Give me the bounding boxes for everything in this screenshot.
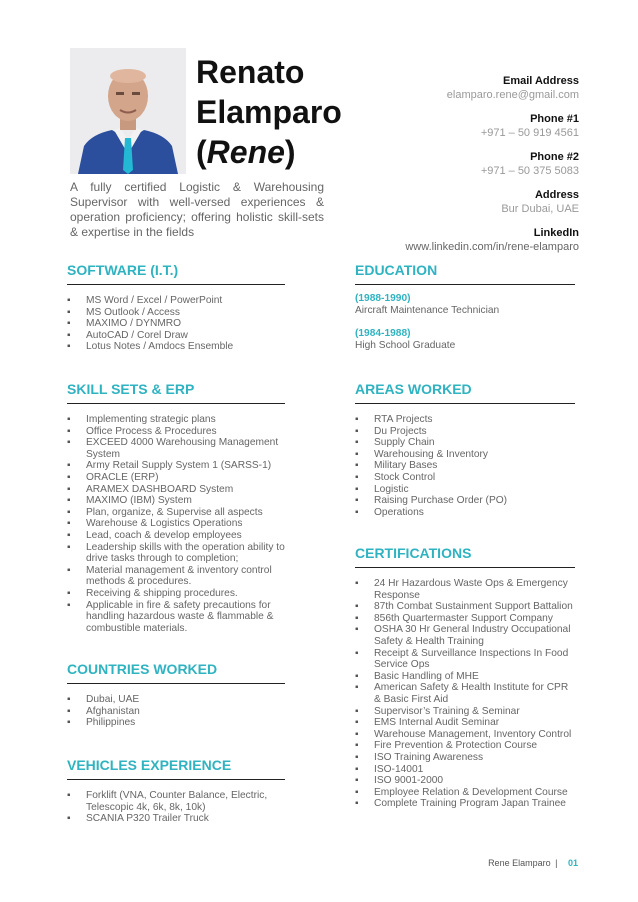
section-title-certifications: CERTIFICATIONS xyxy=(355,545,575,568)
list-item: ▪ ARAMEX DASHBOARD System xyxy=(67,484,285,496)
nickname-text: Rene xyxy=(206,134,285,170)
education-title: High School Graduate xyxy=(355,340,456,351)
vehicles-list xyxy=(67,790,285,825)
list-item: ▪ MS Outlook / Access xyxy=(67,307,285,319)
list-item: ▪ EXCEED 4000 Warehousing Management System xyxy=(67,437,285,460)
list-item: ▪ Supply Chain xyxy=(355,437,575,449)
list-item: ▪ Implementing strategic plans xyxy=(67,414,285,426)
page-number: 01 xyxy=(567,858,578,868)
section-areas xyxy=(355,381,575,518)
contact-label-linkedin: LinkedIn xyxy=(533,227,579,239)
section-vehicles xyxy=(67,757,285,825)
section-countries xyxy=(67,661,285,729)
section-education xyxy=(355,262,575,363)
contact-block xyxy=(405,74,579,254)
list-item: ▪ 856th Quartermaster Support Company xyxy=(355,613,575,625)
certifications-list xyxy=(355,578,575,810)
list-item: ▪ MAXIMO (IBM) System xyxy=(67,495,285,507)
list-item: ▪ SCANIA P320 Trailer Truck xyxy=(67,813,285,825)
list-item: ▪ Stock Control xyxy=(355,472,575,484)
list-item: ▪ Du Projects xyxy=(355,426,575,438)
list-item: ▪ Warehousing & Inventory xyxy=(355,449,575,461)
profile-photo-image xyxy=(70,48,186,174)
page-footer xyxy=(488,858,578,868)
education-years: (1988-1990) xyxy=(355,293,411,304)
last-name: Elamparo xyxy=(196,94,342,130)
list-item: ▪ Lotus Notes / Amdocs Ensemble xyxy=(67,341,285,353)
list-item: ▪ 87th Combat Sustainment Support Battalion xyxy=(355,601,575,613)
section-title-education: EDUCATION xyxy=(355,262,575,285)
nickname: (Rene) xyxy=(196,134,296,170)
list-item: ▪ Leadership skills with the operation ability to drive tasks through to completion; xyxy=(67,542,285,565)
list-item: ▪ OSHA 30 Hr General Industry Occupational Safety & Health Training xyxy=(355,624,575,647)
contact-value-address: Bur Dubai, UAE xyxy=(501,203,579,215)
contact-label-address: Address xyxy=(534,189,579,201)
list-item: ▪ ISO-14001 xyxy=(355,764,575,776)
areas-list xyxy=(355,414,575,518)
footer-separator: | xyxy=(555,858,558,868)
list-item: ▪ AutoCAD / Corel Draw xyxy=(67,330,285,342)
section-title-areas: AREAS WORKED xyxy=(355,381,575,404)
list-item: ▪ Warehouse & Logistics Operations xyxy=(67,518,285,530)
list-item: ▪ ISO Training Awareness xyxy=(355,752,575,764)
skills-list xyxy=(67,414,285,634)
contact-value-email[interactable]: elamparo.rene@gmail.com xyxy=(446,89,579,101)
list-item: ▪ Supervisor’s Training & Seminar xyxy=(355,706,575,718)
education-entries xyxy=(355,293,575,352)
contact-value-phone1: +971 – 50 919 4561 xyxy=(480,127,579,139)
section-title-vehicles: VEHICLES EXPERIENCE xyxy=(67,757,285,780)
contact-label-email: Email Address xyxy=(502,75,579,87)
section-title-software: SOFTWARE (I.T.) xyxy=(67,262,285,285)
list-item: ▪ MAXIMO / DYNMRO xyxy=(67,318,285,330)
list-item: ▪ Basic Handling of MHE xyxy=(355,671,575,683)
list-item: ▪ MS Word / Excel / PowerPoint xyxy=(67,295,285,307)
list-item: ▪ Plan, organize, & Supervise all aspects xyxy=(67,507,285,519)
list-item: ▪ Receiving & shipping procedures. xyxy=(67,588,285,600)
list-item: ▪ Fire Prevention & Protection Course xyxy=(355,740,575,752)
list-item: ▪ ORACLE (ERP) xyxy=(67,472,285,484)
list-item: ▪ Warehouse Management, Inventory Control xyxy=(355,729,575,741)
education-years: (1984-1988) xyxy=(355,328,411,339)
list-item: ▪ Office Process & Procedures xyxy=(67,426,285,438)
contact-value-phone2: +971 – 50 375 5083 xyxy=(480,165,579,177)
candidate-name xyxy=(196,52,342,172)
list-item: ▪ Employee Relation & Development Course xyxy=(355,787,575,799)
contact-label-phone1: Phone #1 xyxy=(530,113,579,125)
footer-name: Rene Elamparo xyxy=(488,858,551,868)
contact-value-linkedin[interactable]: www.linkedin.com/in/rene-elamparo xyxy=(405,241,579,253)
list-item: ▪ RTA Projects xyxy=(355,414,575,426)
list-item: ▪ Raising Purchase Order (PO) xyxy=(355,495,575,507)
list-item: ▪ ISO 9001-2000 xyxy=(355,775,575,787)
list-item: ▪ Philippines xyxy=(67,717,285,729)
countries-list xyxy=(67,694,285,729)
section-certifications xyxy=(355,545,575,810)
list-item: ▪ Receipt & Surveillance Inspections In Food Service Ops xyxy=(355,648,575,671)
list-item: ▪ Complete Training Program Japan Trainee xyxy=(355,798,575,810)
list-item: ▪ Logistic xyxy=(355,484,575,496)
list-item: ▪ 24 Hr Hazardous Waste Ops & Emergency Response xyxy=(355,578,575,601)
list-item: ▪ Operations xyxy=(355,507,575,519)
section-skills xyxy=(67,381,285,634)
intro-summary: A fully certified Logistic & Warehousing Supervisor with well-versed experiences & operation proficiency; offering holistic skill-sets & expertise in the fields xyxy=(70,180,324,239)
list-item: ▪ Material management & inventory control methods & procedures. xyxy=(67,565,285,588)
contact-label-phone2: Phone #2 xyxy=(530,151,579,163)
profile-photo xyxy=(70,48,186,174)
list-item: ▪ EMS Internal Audit Seminar xyxy=(355,717,575,729)
first-name: Renato xyxy=(196,54,305,90)
list-item: ▪ Afghanistan xyxy=(67,706,285,718)
list-item: ▪ Applicable in fire & safety precautions for handling hazardous waste & flammable & combustible materials. xyxy=(67,600,285,635)
list-item: ▪ Military Bases xyxy=(355,460,575,472)
list-item: ▪ Lead, coach & develop employees xyxy=(67,530,285,542)
education-title: Aircraft Maintenance Technician xyxy=(355,305,500,316)
section-title-countries: COUNTRIES WORKED xyxy=(67,661,285,684)
list-item: ▪ Forklift (VNA, Counter Balance, Electric, Telescopic 4k, 6k, 8k, 10k) xyxy=(67,790,285,813)
list-item: ▪ Dubai, UAE xyxy=(67,694,285,706)
section-software xyxy=(67,262,285,353)
software-list xyxy=(67,295,285,353)
list-item: ▪ Army Retail Supply System 1 (SARSS-1) xyxy=(67,460,285,472)
section-title-skills: SKILL SETS & ERP xyxy=(67,381,285,404)
list-item: ▪ American Safety & Health Institute for CPR & Basic First Aid xyxy=(355,682,575,705)
